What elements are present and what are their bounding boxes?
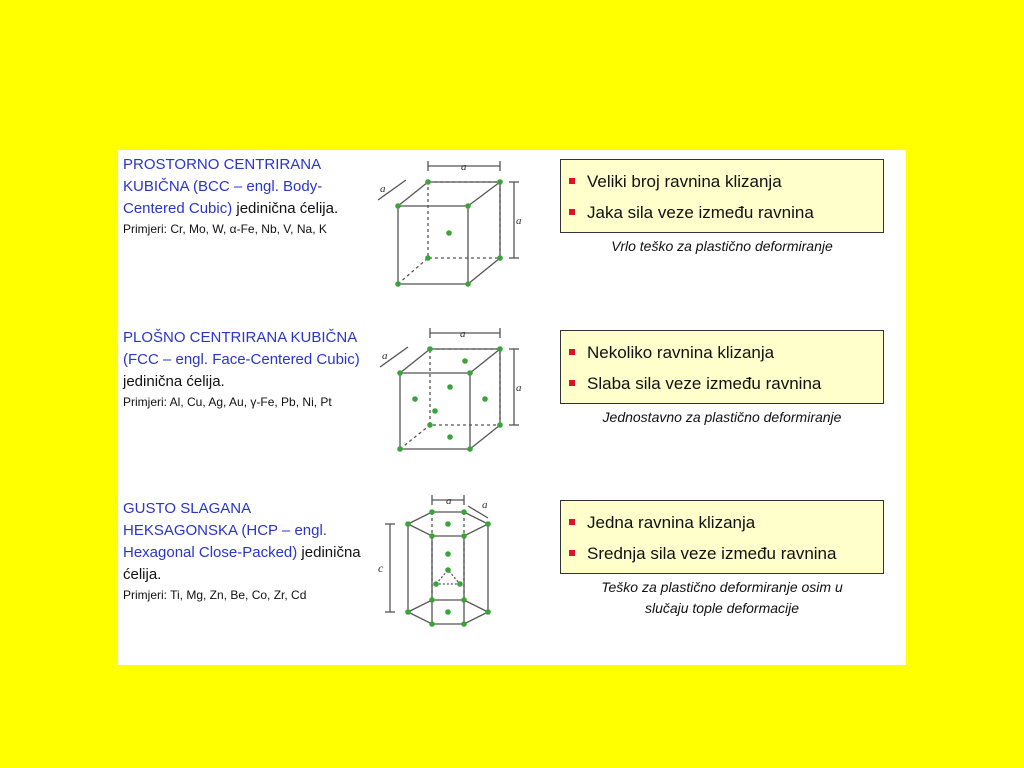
hcp-property	[569, 538, 883, 569]
fcc-property	[569, 337, 883, 368]
hcp-description	[123, 498, 363, 604]
bcc-property	[569, 197, 883, 228]
hcp-dim-c: c	[378, 561, 384, 575]
hcp-note: Teško za plastično deformiranje osim u slučaju tople deformacije	[601, 579, 843, 616]
fcc-property-text: Nekoliko ravnina klizanja	[587, 343, 775, 362]
bcc-dim-a-side: a	[516, 215, 522, 227]
bcc-property-text: Jaka sila veze između ravnina	[587, 203, 814, 222]
fcc-dim-a-top: a	[460, 328, 466, 340]
fcc-dim-a-depth: a	[382, 350, 388, 362]
bcc-examples: Primjeri: Cr, Mo, W, α-Fe, Nb, V, Na, K	[123, 222, 327, 236]
bcc-properties-box	[560, 159, 884, 233]
fcc-name: PLOŠNO CENTRIRANA KUBIČNA (FCC – engl. Face-Centered Cubic)	[123, 329, 360, 368]
bcc-dim-a-depth: a	[380, 183, 386, 195]
hcp-unit-cell-diagram	[368, 494, 528, 664]
hcp-name: GUSTO SLAGANA HEKSAGONSKA (HCP – engl. Hexagonal Close-Packed)	[123, 500, 327, 561]
bcc-unit-cell-diagram	[368, 150, 528, 300]
bullet-icon	[569, 349, 575, 355]
fcc-dim-a-side: a	[516, 382, 522, 394]
bcc-name-suffix: jedinična ćelija.	[232, 200, 339, 217]
hcp-properties-box	[560, 500, 884, 574]
fcc-note: Jednostavno za plastično deformiranje	[602, 409, 842, 425]
fcc-property-text: Slaba sila veze između ravnina	[587, 374, 822, 393]
bullet-icon	[569, 380, 575, 386]
hcp-name-suffix: jedinična ćelija.	[123, 544, 361, 583]
bcc-dim-a-top: a	[461, 161, 467, 173]
bcc-property-text: Veliki broj ravnina klizanja	[587, 172, 782, 191]
hcp-property-text: Jedna ravnina klizanja	[587, 513, 756, 532]
bullet-icon	[569, 550, 575, 556]
bullet-icon	[569, 519, 575, 525]
bcc-note: Vrlo teško za plastično deformiranje	[611, 238, 833, 254]
fcc-property	[569, 368, 883, 399]
fcc-unit-cell-diagram	[368, 323, 528, 473]
fcc-name-suffix: jedinična ćelija.	[123, 373, 225, 390]
hcp-dim-a-depth: a	[482, 499, 488, 511]
bcc-name: PROSTORNO CENTRIRANA KUBIČNA (BCC – engl. Body-Centered Cubic)	[123, 156, 323, 217]
bcc-row	[118, 150, 906, 310]
hcp-property	[569, 507, 883, 538]
fcc-properties-box	[560, 330, 884, 404]
fcc-description	[123, 327, 363, 411]
hcp-row	[118, 494, 906, 654]
crystal-structures-panel	[118, 150, 906, 665]
bcc-description	[123, 154, 363, 238]
bullet-icon	[569, 178, 575, 184]
hcp-dim-a-top: a	[446, 495, 452, 507]
hcp-property-text: Srednja sila veze između ravnina	[587, 544, 837, 563]
bullet-icon	[569, 209, 575, 215]
bcc-property	[569, 166, 883, 197]
hcp-examples: Primjeri: Ti, Mg, Zn, Be, Co, Zr, Cd	[123, 588, 307, 602]
fcc-row	[118, 323, 906, 483]
fcc-examples: Primjeri: Al, Cu, Ag, Au, γ-Fe, Pb, Ni, Pt	[123, 395, 332, 409]
